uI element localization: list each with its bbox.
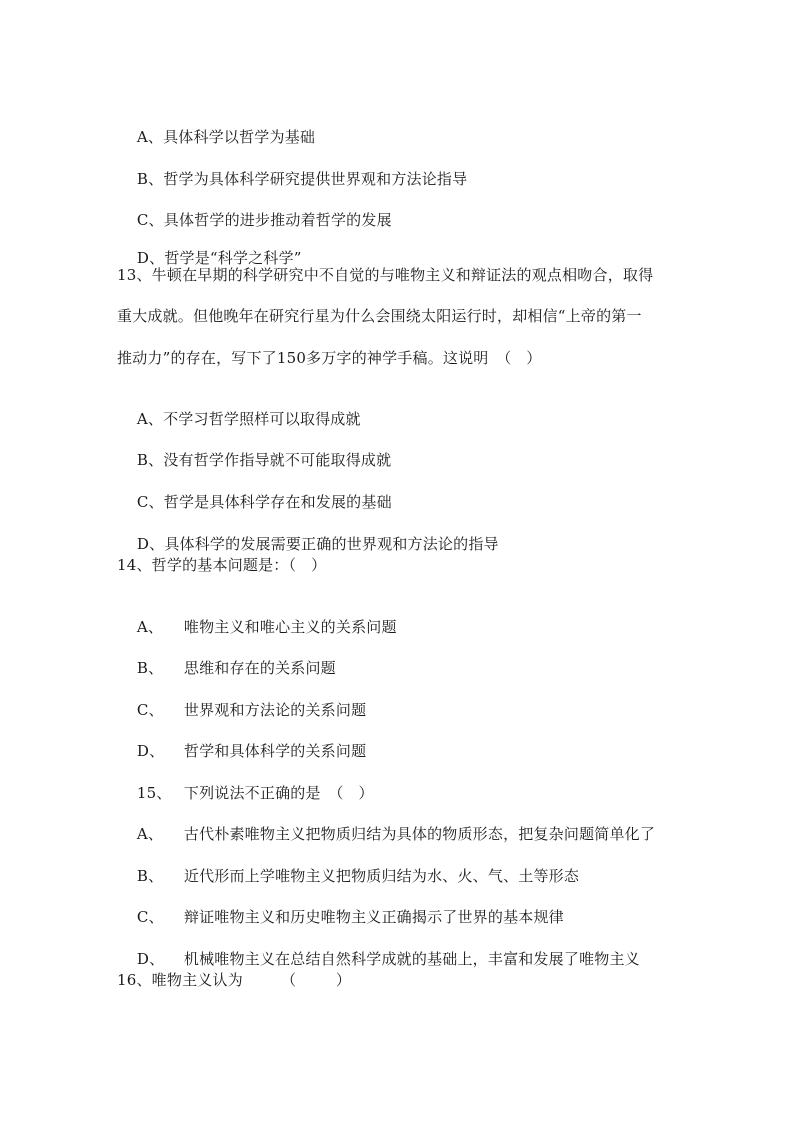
option-text: 辩证唯物主义和历史唯物主义正确揭示了世界的基本规律 <box>183 908 564 926</box>
option-letter: D、 <box>136 249 165 267</box>
option-text: 哲学是“科学之科学” <box>164 249 302 267</box>
option-text: 近代形而上学唯物主义把物质归结为水、火、气、土等形态 <box>183 867 580 885</box>
option-letter: A、 <box>136 825 164 843</box>
option-text: 不学习哲学照样可以取得成就 <box>163 410 361 428</box>
option-letter: C、 <box>136 211 164 229</box>
option-text: 哲学和具体科学的关系问题 <box>183 742 367 760</box>
option-letter: B、 <box>136 659 164 677</box>
option-letter: A、 <box>136 618 164 636</box>
option-text: 机械唯物主义在总结自然科学成就的基础上，丰富和发展了唯物主义 <box>183 950 640 968</box>
option-letter: D、 <box>136 950 165 968</box>
option-text: 哲学为具体科学研究提供世界观和方法论指导 <box>163 170 468 188</box>
question-number: 15、 <box>136 784 172 802</box>
option-letter: B、 <box>136 170 164 188</box>
option-text: 古代朴素唯物主义把物质归结为具体的物质形态，把复杂问题简单化了 <box>183 825 656 843</box>
q13-stem-line-3: 推动力”的存在，写下了150多万字的神学手稿。这说明 （ ） <box>117 349 542 367</box>
option-letter: B、 <box>136 867 164 885</box>
option-letter: D、 <box>136 742 165 760</box>
option-letter: B、 <box>136 451 164 469</box>
q14-stem: 14、哲学的基本问题是：（ ） <box>117 556 327 574</box>
option-letter: C、 <box>136 701 164 719</box>
option-letter: C、 <box>136 908 164 926</box>
question-text: 下列说法不正确的是 （ ） <box>183 784 374 802</box>
option-letter: A、 <box>136 128 164 146</box>
q16-stem: 16、唯物主义认为 （ ） <box>117 971 352 989</box>
q13-stem-line-1: 13、牛顿在早期的科学研究中不自觉的与唯物主义和辩证法的观点相吻合，取得 <box>117 266 654 284</box>
option-text: 具体科学的发展需要正确的世界观和方法论的指导 <box>164 535 499 553</box>
option-text: 世界观和方法论的关系问题 <box>183 701 367 719</box>
option-text: 思维和存在的关系问题 <box>183 659 336 677</box>
option-text: 具体科学以哲学为基础 <box>163 128 316 146</box>
option-text: 没有哲学作指导就不可能取得成就 <box>163 451 392 469</box>
option-text: 唯物主义和唯心主义的关系问题 <box>183 618 397 636</box>
option-letter: A、 <box>136 410 164 428</box>
option-letter: D、 <box>136 535 165 553</box>
option-letter: C、 <box>136 493 164 511</box>
option-text: 哲学是具体科学存在和发展的基础 <box>163 493 392 511</box>
option-text: 具体哲学的进步推动着哲学的发展 <box>163 211 392 229</box>
q13-stem-line-2: 重大成就。但他晚年在研究行星为什么会围绕太阳运行时，却相信“上帝的第一 <box>117 307 642 325</box>
